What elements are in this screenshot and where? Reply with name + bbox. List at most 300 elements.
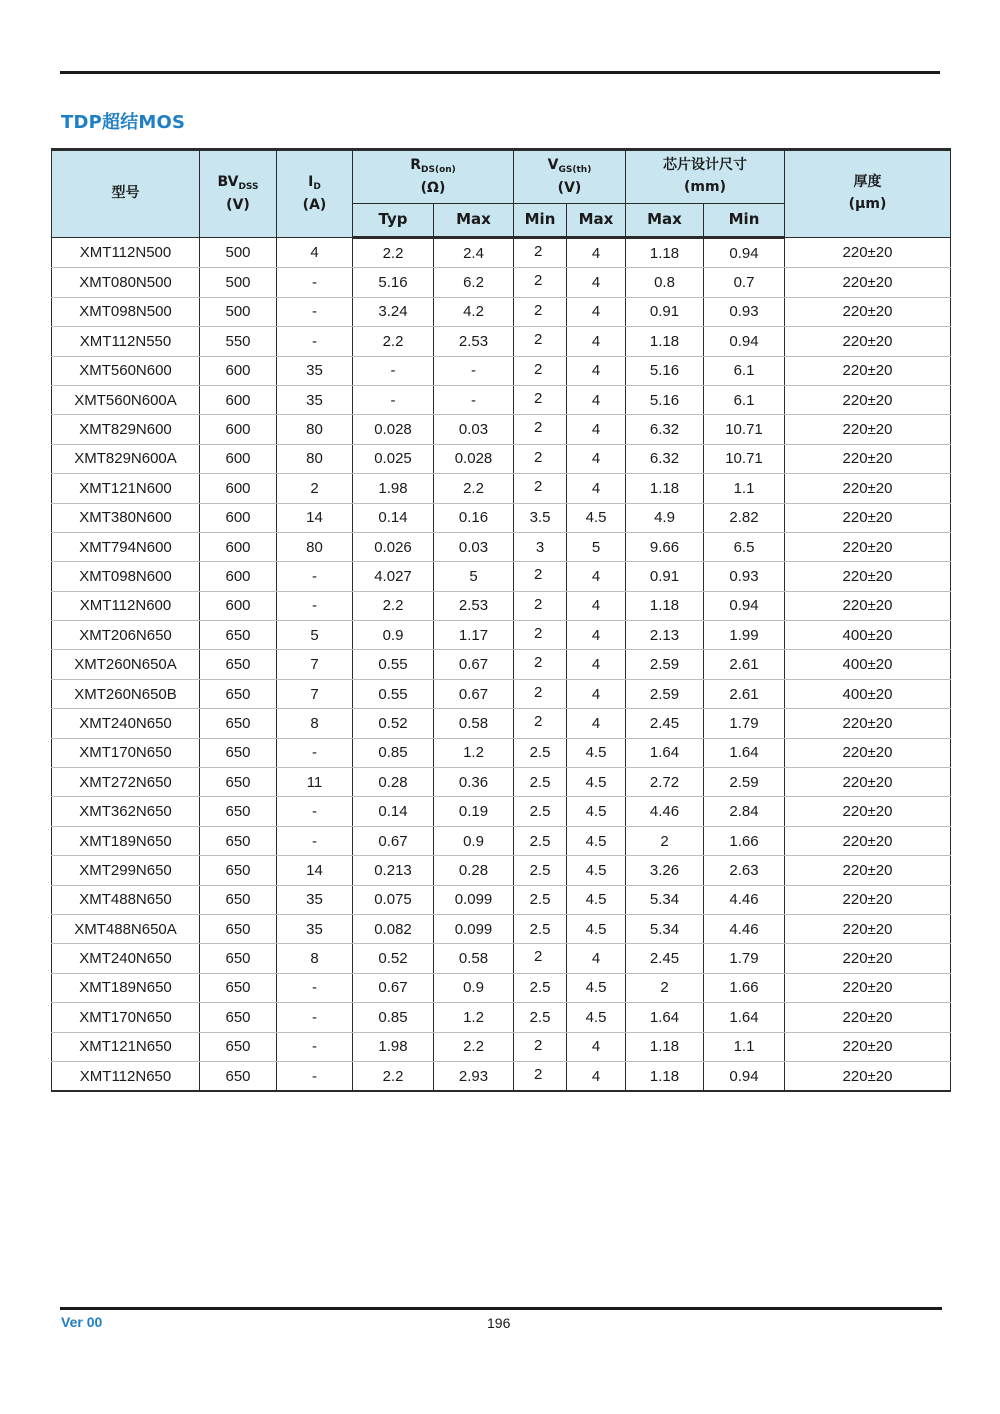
table-row <box>52 532 951 561</box>
cell-thickness: 220±20 <box>785 768 951 797</box>
cell-rds-max: 0.58 <box>434 944 514 973</box>
cell-bvdss: 650 <box>200 1061 277 1091</box>
cell-chip-min: 1.64 <box>704 1003 785 1032</box>
table-row <box>52 679 951 708</box>
cell-chip-min: 2.82 <box>704 503 785 532</box>
cell-bvdss: 500 <box>200 268 277 297</box>
table-row <box>52 826 951 855</box>
cell-rds-max: 0.028 <box>434 444 514 473</box>
cell-vgs-min: 2.5 <box>514 826 567 855</box>
cell-rds-typ: - <box>353 356 434 385</box>
cell-vgs-min: 2 <box>514 562 567 591</box>
cell-thickness: 220±20 <box>785 1061 951 1091</box>
cell-chip-min: 1.66 <box>704 973 785 1002</box>
cell-chip-min: 6.1 <box>704 385 785 414</box>
cell-thickness: 220±20 <box>785 562 951 591</box>
cell-vgs-max: 4.5 <box>567 797 626 826</box>
cell-rds-typ: 2.2 <box>353 1061 434 1091</box>
cell-chip-min: 0.94 <box>704 238 785 268</box>
cell-vgs-max: 4 <box>567 356 626 385</box>
cell-model: XMT560N600A <box>52 385 200 414</box>
cell-vgs-max: 4.5 <box>567 1003 626 1032</box>
table-row <box>52 914 951 943</box>
cell-bvdss: 650 <box>200 914 277 943</box>
cell-vgs-min: 2 <box>514 238 567 268</box>
cell-rds-max: 2.2 <box>434 474 514 503</box>
cell-chip-min: 2.61 <box>704 679 785 708</box>
cell-thickness: 400±20 <box>785 650 951 679</box>
cell-rds-typ: 0.55 <box>353 679 434 708</box>
cell-chip-min: 1.79 <box>704 944 785 973</box>
cell-model: XMT299N650 <box>52 856 200 885</box>
cell-rds-max: 2.93 <box>434 1061 514 1091</box>
cell-rds-max: 0.16 <box>434 503 514 532</box>
cell-bvdss: 550 <box>200 327 277 356</box>
cell-thickness: 220±20 <box>785 268 951 297</box>
cell-model: XMT240N650 <box>52 944 200 973</box>
cell-bvdss: 600 <box>200 503 277 532</box>
cell-chip-max: 2.45 <box>626 944 704 973</box>
cell-vgs-min: 2 <box>514 444 567 473</box>
cell-vgs-max: 4.5 <box>567 738 626 767</box>
cell-rds-max: - <box>434 356 514 385</box>
cell-chip-min: 1.79 <box>704 709 785 738</box>
cell-thickness: 220±20 <box>785 474 951 503</box>
cell-thickness: 220±20 <box>785 797 951 826</box>
cell-rds-max: 1.2 <box>434 1003 514 1032</box>
cell-chip-max: 5.34 <box>626 885 704 914</box>
cell-vgs-min: 2 <box>514 709 567 738</box>
table-row <box>52 327 951 356</box>
cell-rds-typ: 0.28 <box>353 768 434 797</box>
table-row <box>52 944 951 973</box>
table-row <box>52 973 951 1002</box>
cell-id: 80 <box>277 444 353 473</box>
cell-rds-max: - <box>434 385 514 414</box>
cell-model: XMT121N600 <box>52 474 200 503</box>
table-row <box>52 268 951 297</box>
cell-vgs-min: 3 <box>514 532 567 561</box>
cell-rds-typ: 0.075 <box>353 885 434 914</box>
cell-bvdss: 650 <box>200 973 277 1002</box>
cell-rds-max: 2.4 <box>434 238 514 268</box>
cell-vgs-max: 4 <box>567 621 626 650</box>
cell-bvdss: 650 <box>200 679 277 708</box>
cell-vgs-min: 2 <box>514 650 567 679</box>
cell-id: 7 <box>277 650 353 679</box>
cell-id: - <box>277 797 353 826</box>
cell-vgs-min: 2.5 <box>514 797 567 826</box>
cell-model: XMT488N650A <box>52 914 200 943</box>
cell-model: XMT170N650 <box>52 738 200 767</box>
header-chip-max: Max <box>626 204 704 238</box>
cell-rds-typ: 1.98 <box>353 474 434 503</box>
cell-id: - <box>277 591 353 620</box>
cell-rds-typ: - <box>353 385 434 414</box>
cell-chip-max: 1.18 <box>626 591 704 620</box>
cell-rds-max: 2.53 <box>434 591 514 620</box>
cell-rds-max: 0.099 <box>434 914 514 943</box>
cell-id: - <box>277 297 353 326</box>
cell-vgs-min: 2 <box>514 591 567 620</box>
cell-vgs-min: 2 <box>514 385 567 414</box>
cell-vgs-max: 4 <box>567 444 626 473</box>
cell-vgs-max: 4 <box>567 415 626 444</box>
header-chip-size: 芯片设计尺寸 (mm) <box>626 150 785 204</box>
cell-model: XMT362N650 <box>52 797 200 826</box>
cell-rds-typ: 0.85 <box>353 738 434 767</box>
cell-rds-max: 0.099 <box>434 885 514 914</box>
cell-chip-min: 0.94 <box>704 1061 785 1091</box>
cell-vgs-min: 2 <box>514 474 567 503</box>
cell-rds-typ: 0.55 <box>353 650 434 679</box>
cell-rds-typ: 2.2 <box>353 238 434 268</box>
cell-chip-min: 0.94 <box>704 591 785 620</box>
cell-vgs-min: 2 <box>514 1032 567 1061</box>
table-row <box>52 1003 951 1032</box>
cell-model: XMT098N600 <box>52 562 200 591</box>
cell-bvdss: 600 <box>200 385 277 414</box>
cell-vgs-min: 2.5 <box>514 973 567 1002</box>
cell-id: 4 <box>277 238 353 268</box>
cell-vgs-min: 2 <box>514 356 567 385</box>
cell-id: 35 <box>277 885 353 914</box>
cell-vgs-max: 4 <box>567 238 626 268</box>
cell-thickness: 400±20 <box>785 679 951 708</box>
table-row <box>52 415 951 444</box>
cell-bvdss: 650 <box>200 621 277 650</box>
header-vgs-min: Min <box>514 204 567 238</box>
cell-vgs-max: 5 <box>567 532 626 561</box>
cell-rds-typ: 0.213 <box>353 856 434 885</box>
cell-chip-min: 4.46 <box>704 914 785 943</box>
cell-chip-min: 1.64 <box>704 738 785 767</box>
cell-vgs-min: 2 <box>514 679 567 708</box>
cell-thickness: 220±20 <box>785 885 951 914</box>
cell-vgs-max: 4 <box>567 944 626 973</box>
cell-bvdss: 650 <box>200 944 277 973</box>
cell-id: - <box>277 562 353 591</box>
cell-bvdss: 600 <box>200 356 277 385</box>
cell-thickness: 220±20 <box>785 1032 951 1061</box>
cell-vgs-max: 4.5 <box>567 826 626 855</box>
cell-model: XMT206N650 <box>52 621 200 650</box>
cell-vgs-min: 2.5 <box>514 1003 567 1032</box>
table-row <box>52 1032 951 1061</box>
page-number: 196 <box>487 1315 511 1331</box>
cell-vgs-min: 2.5 <box>514 738 567 767</box>
table-row <box>52 797 951 826</box>
cell-thickness: 220±20 <box>785 738 951 767</box>
cell-vgs-max: 4 <box>567 1032 626 1061</box>
cell-vgs-max: 4.5 <box>567 914 626 943</box>
cell-vgs-max: 4 <box>567 474 626 503</box>
table-row <box>52 562 951 591</box>
cell-rds-typ: 4.027 <box>353 562 434 591</box>
cell-vgs-min: 2.5 <box>514 885 567 914</box>
cell-thickness: 220±20 <box>785 238 951 268</box>
cell-rds-max: 0.58 <box>434 709 514 738</box>
cell-vgs-min: 2 <box>514 621 567 650</box>
cell-vgs-min: 3.5 <box>514 503 567 532</box>
cell-vgs-min: 2 <box>514 268 567 297</box>
section-title: TDP超结MOS <box>61 112 186 133</box>
cell-model: XMT240N650 <box>52 709 200 738</box>
cell-chip-max: 5.16 <box>626 356 704 385</box>
cell-thickness: 220±20 <box>785 856 951 885</box>
cell-chip-min: 2.61 <box>704 650 785 679</box>
cell-vgs-max: 4.5 <box>567 885 626 914</box>
cell-rds-max: 4.2 <box>434 297 514 326</box>
cell-chip-min: 0.7 <box>704 268 785 297</box>
cell-model: XMT112N600 <box>52 591 200 620</box>
cell-chip-max: 1.18 <box>626 327 704 356</box>
table-row <box>52 385 951 414</box>
cell-vgs-max: 4 <box>567 650 626 679</box>
cell-model: XMT260N650B <box>52 679 200 708</box>
cell-thickness: 220±20 <box>785 327 951 356</box>
cell-vgs-min: 2 <box>514 327 567 356</box>
cell-id: 35 <box>277 385 353 414</box>
cell-vgs-max: 4 <box>567 591 626 620</box>
cell-thickness: 220±20 <box>785 356 951 385</box>
cell-chip-max: 2.72 <box>626 768 704 797</box>
header-rds-max: Max <box>434 204 514 238</box>
cell-chip-min: 1.1 <box>704 474 785 503</box>
cell-chip-max: 3.26 <box>626 856 704 885</box>
cell-bvdss: 650 <box>200 885 277 914</box>
cell-id: 11 <box>277 768 353 797</box>
cell-vgs-min: 2 <box>514 415 567 444</box>
header-model: 型号 <box>52 150 200 238</box>
cell-id: - <box>277 268 353 297</box>
cell-thickness: 220±20 <box>785 826 951 855</box>
cell-bvdss: 600 <box>200 444 277 473</box>
cell-bvdss: 650 <box>200 650 277 679</box>
cell-chip-min: 6.5 <box>704 532 785 561</box>
cell-rds-max: 2.53 <box>434 327 514 356</box>
cell-rds-typ: 0.52 <box>353 944 434 973</box>
header-rds-typ: Typ <box>353 204 434 238</box>
cell-thickness: 220±20 <box>785 944 951 973</box>
cell-bvdss: 600 <box>200 562 277 591</box>
cell-chip-max: 0.8 <box>626 268 704 297</box>
header-thickness: 厚度 (μm) <box>785 150 951 238</box>
cell-chip-max: 1.18 <box>626 238 704 268</box>
cell-chip-max: 1.18 <box>626 1032 704 1061</box>
cell-rds-max: 6.2 <box>434 268 514 297</box>
cell-vgs-min: 2 <box>514 297 567 326</box>
cell-rds-typ: 0.026 <box>353 532 434 561</box>
cell-chip-max: 2 <box>626 973 704 1002</box>
cell-model: XMT488N650 <box>52 885 200 914</box>
cell-chip-min: 2.84 <box>704 797 785 826</box>
cell-chip-max: 6.32 <box>626 444 704 473</box>
cell-model: XMT170N650 <box>52 1003 200 1032</box>
cell-id: 2 <box>277 474 353 503</box>
cell-id: 5 <box>277 621 353 650</box>
cell-rds-max: 0.9 <box>434 973 514 1002</box>
cell-chip-max: 2.45 <box>626 709 704 738</box>
cell-id: 8 <box>277 944 353 973</box>
cell-chip-max: 2 <box>626 826 704 855</box>
table-row <box>52 1061 951 1091</box>
footer-rule <box>60 1307 942 1310</box>
table-row <box>52 709 951 738</box>
cell-id: - <box>277 826 353 855</box>
header-rds-on: $R_{DS(on)}$ (Ω) <box>353 150 514 204</box>
cell-rds-typ: 0.028 <box>353 415 434 444</box>
cell-model: XMT112N550 <box>52 327 200 356</box>
cell-thickness: 220±20 <box>785 591 951 620</box>
top-rule <box>60 71 940 74</box>
cell-chip-min: 10.71 <box>704 415 785 444</box>
cell-id: - <box>277 973 353 1002</box>
cell-model: XMT189N650 <box>52 973 200 1002</box>
cell-id: 7 <box>277 679 353 708</box>
cell-model: XMT260N650A <box>52 650 200 679</box>
cell-chip-min: 0.94 <box>704 327 785 356</box>
cell-rds-typ: 0.85 <box>353 1003 434 1032</box>
cell-model: XMT272N650 <box>52 768 200 797</box>
cell-rds-max: 0.36 <box>434 768 514 797</box>
cell-thickness: 220±20 <box>785 532 951 561</box>
cell-vgs-min: 2.5 <box>514 768 567 797</box>
cell-rds-max: 1.17 <box>434 621 514 650</box>
table-row <box>52 856 951 885</box>
header-vgs-max: Max <box>567 204 626 238</box>
cell-rds-typ: 3.24 <box>353 297 434 326</box>
cell-chip-min: 6.1 <box>704 356 785 385</box>
cell-chip-max: 5.34 <box>626 914 704 943</box>
table-row <box>52 503 951 532</box>
cell-rds-max: 0.28 <box>434 856 514 885</box>
cell-model: XMT098N500 <box>52 297 200 326</box>
cell-thickness: 400±20 <box>785 621 951 650</box>
cell-model: XMT121N650 <box>52 1032 200 1061</box>
cell-thickness: 220±20 <box>785 709 951 738</box>
cell-bvdss: 500 <box>200 297 277 326</box>
header-bvdss: $BV_{DSS}$ (V) <box>200 150 277 238</box>
cell-model: XMT112N500 <box>52 238 200 268</box>
cell-chip-min: 4.46 <box>704 885 785 914</box>
cell-vgs-max: 4 <box>567 679 626 708</box>
cell-thickness: 220±20 <box>785 1003 951 1032</box>
table-row <box>52 650 951 679</box>
cell-thickness: 220±20 <box>785 973 951 1002</box>
cell-chip-max: 2.13 <box>626 621 704 650</box>
table-row <box>52 621 951 650</box>
cell-bvdss: 600 <box>200 474 277 503</box>
cell-bvdss: 650 <box>200 797 277 826</box>
cell-model: XMT080N500 <box>52 268 200 297</box>
cell-vgs-max: 4 <box>567 562 626 591</box>
cell-bvdss: 650 <box>200 856 277 885</box>
cell-rds-max: 0.03 <box>434 415 514 444</box>
cell-rds-typ: 2.2 <box>353 327 434 356</box>
cell-model: XMT189N650 <box>52 826 200 855</box>
table-row <box>52 885 951 914</box>
cell-id: 80 <box>277 415 353 444</box>
cell-model: XMT380N600 <box>52 503 200 532</box>
cell-rds-max: 0.19 <box>434 797 514 826</box>
cell-chip-max: 9.66 <box>626 532 704 561</box>
cell-id: - <box>277 1032 353 1061</box>
table-row <box>52 738 951 767</box>
cell-bvdss: 600 <box>200 415 277 444</box>
cell-chip-min: 2.63 <box>704 856 785 885</box>
cell-vgs-min: 2 <box>514 944 567 973</box>
cell-id: - <box>277 1061 353 1091</box>
cell-chip-max: 2.59 <box>626 679 704 708</box>
cell-vgs-max: 4 <box>567 268 626 297</box>
cell-rds-max: 1.2 <box>434 738 514 767</box>
cell-rds-typ: 0.025 <box>353 444 434 473</box>
cell-thickness: 220±20 <box>785 385 951 414</box>
cell-chip-min: 10.71 <box>704 444 785 473</box>
cell-chip-min: 1.66 <box>704 826 785 855</box>
cell-rds-typ: 0.67 <box>353 826 434 855</box>
cell-chip-max: 1.18 <box>626 474 704 503</box>
cell-vgs-max: 4 <box>567 385 626 414</box>
cell-chip-max: 0.91 <box>626 562 704 591</box>
cell-id: 35 <box>277 356 353 385</box>
cell-id: 14 <box>277 503 353 532</box>
cell-thickness: 220±20 <box>785 415 951 444</box>
cell-rds-typ: 0.14 <box>353 797 434 826</box>
cell-model: XMT829N600 <box>52 415 200 444</box>
cell-chip-min: 0.93 <box>704 562 785 591</box>
header-chip-min: Min <box>704 204 785 238</box>
cell-thickness: 220±20 <box>785 914 951 943</box>
cell-chip-max: 6.32 <box>626 415 704 444</box>
cell-bvdss: 650 <box>200 826 277 855</box>
cell-model: XMT560N600 <box>52 356 200 385</box>
cell-chip-max: 1.64 <box>626 1003 704 1032</box>
cell-vgs-max: 4.5 <box>567 768 626 797</box>
cell-rds-max: 2.2 <box>434 1032 514 1061</box>
table-row <box>52 591 951 620</box>
cell-chip-min: 0.93 <box>704 297 785 326</box>
cell-bvdss: 600 <box>200 591 277 620</box>
cell-model: XMT794N600 <box>52 532 200 561</box>
cell-rds-typ: 0.14 <box>353 503 434 532</box>
table-row <box>52 444 951 473</box>
cell-bvdss: 600 <box>200 532 277 561</box>
cell-id: - <box>277 327 353 356</box>
cell-vgs-max: 4 <box>567 327 626 356</box>
cell-vgs-max: 4.5 <box>567 503 626 532</box>
table-row <box>52 356 951 385</box>
cell-chip-min: 1.99 <box>704 621 785 650</box>
cell-rds-max: 0.67 <box>434 679 514 708</box>
cell-rds-max: 0.9 <box>434 826 514 855</box>
header-vgs-th: $V_{GS(th)}$ (V) <box>514 150 626 204</box>
cell-vgs-min: 2 <box>514 1061 567 1091</box>
cell-model: XMT112N650 <box>52 1061 200 1091</box>
version-label: Ver 00 <box>61 1314 103 1330</box>
cell-vgs-min: 2.5 <box>514 856 567 885</box>
cell-id: 35 <box>277 914 353 943</box>
cell-rds-typ: 0.9 <box>353 621 434 650</box>
cell-chip-max: 1.18 <box>626 1061 704 1091</box>
table-row <box>52 768 951 797</box>
cell-thickness: 220±20 <box>785 297 951 326</box>
cell-chip-max: 5.16 <box>626 385 704 414</box>
cell-chip-max: 4.46 <box>626 797 704 826</box>
cell-chip-max: 1.64 <box>626 738 704 767</box>
table-body <box>52 238 951 1092</box>
